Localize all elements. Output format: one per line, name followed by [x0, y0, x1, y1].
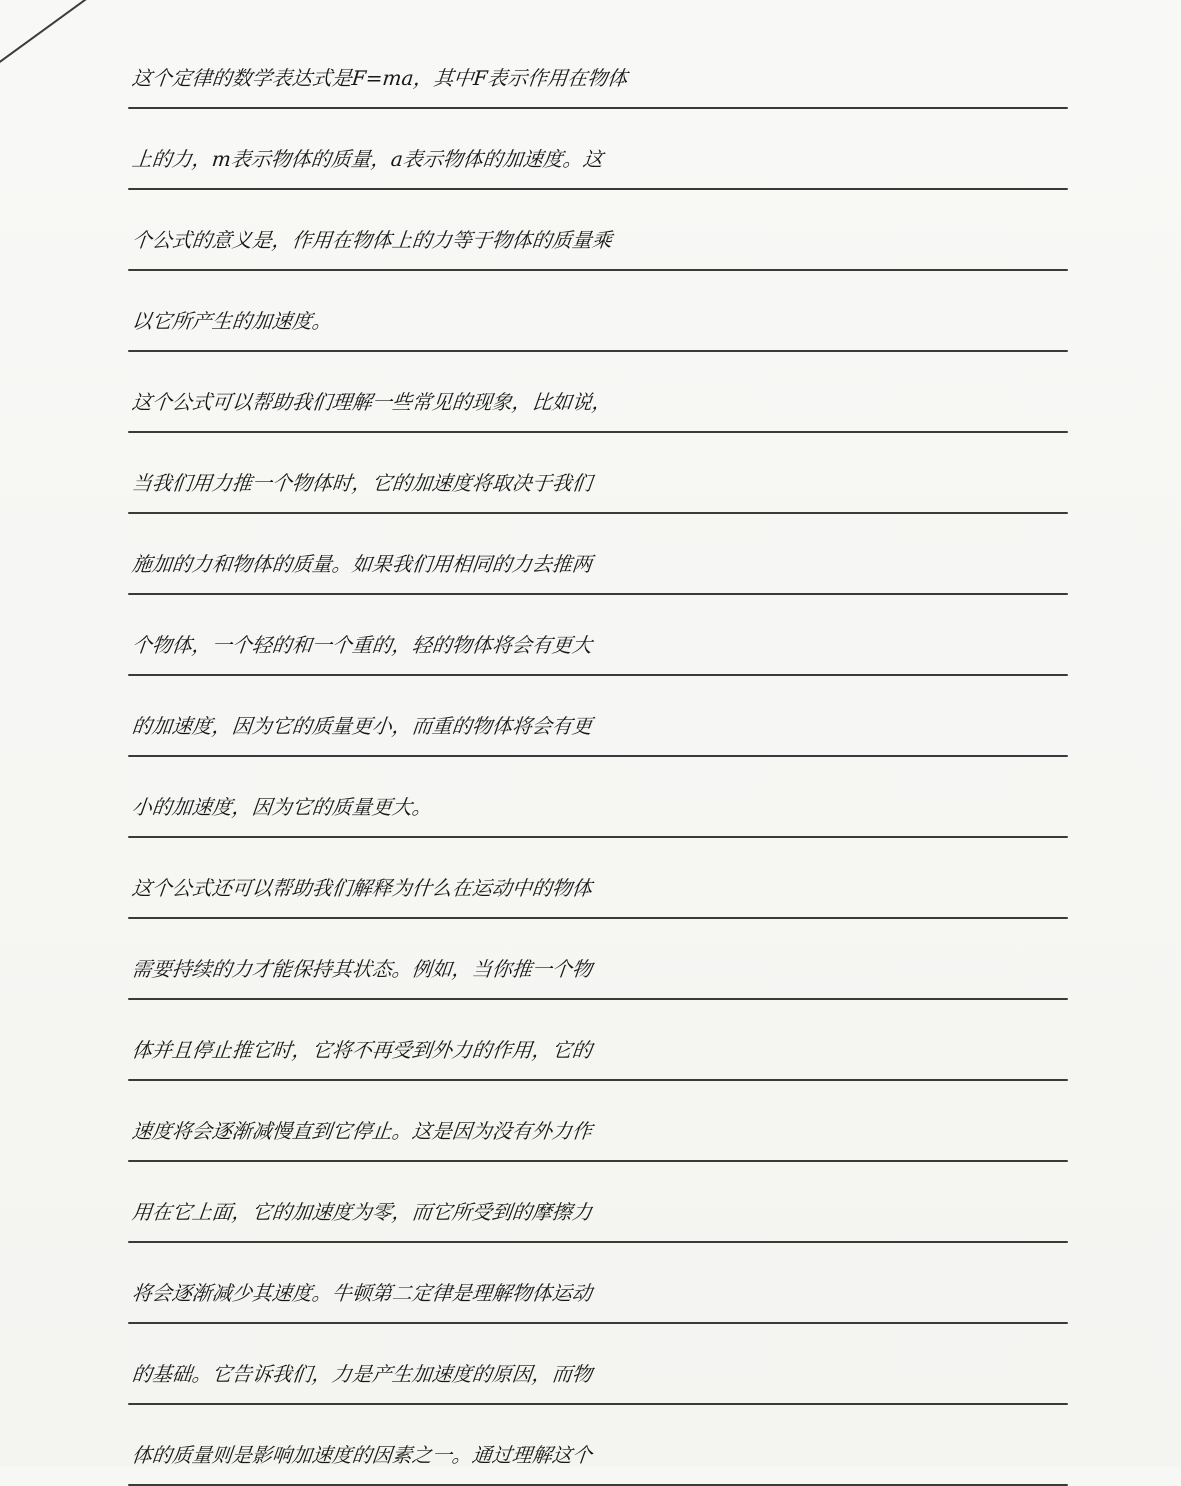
ruled-lines — [128, 28, 1068, 1486]
text-line — [128, 28, 1068, 109]
text-line — [128, 271, 1068, 352]
line-text: 体并且停止推它时，它将不再受到外力的作用，它的 — [130, 1038, 594, 1062]
line-text: 当我们用力推一个物体时，它的加速度将取决于我们 — [130, 471, 594, 495]
line-text: 这个公式还可以帮助我们解释为什么在运动中的物体 — [130, 876, 594, 900]
line-text: 需要持续的力才能保持其状态。例如，当你推一个物 — [130, 957, 594, 981]
line-text: 的加速度，因为它的质量更小，而重的物体将会有更 — [130, 714, 594, 738]
text-line — [128, 352, 1068, 433]
line-text: 速度将会逐渐减慢直到它停止。这是因为没有外力作 — [130, 1119, 594, 1143]
line-text: 个公式的意义是，作用在物体上的力等于物体的质量乘 — [130, 228, 614, 252]
text-line — [128, 919, 1068, 1000]
text-line — [128, 595, 1068, 676]
line-text: 上的力，m表示物体的质量，a表示物体的加速度。这 — [130, 147, 605, 171]
text-line — [128, 109, 1068, 190]
line-text: 的基础。它告诉我们，力是产生加速度的原因，而物 — [130, 1362, 594, 1386]
text-line — [128, 190, 1068, 271]
text-line — [128, 514, 1068, 595]
line-text: 个物体，一个轻的和一个重的，轻的物体将会有更大 — [130, 633, 594, 657]
line-text: 这个定律的数学表达式是F=ma，其中F表示作用在物体 — [130, 66, 629, 90]
corner-pencil-line — [0, 0, 119, 77]
line-text: 施加的力和物体的质量。如果我们用相同的力去推两 — [130, 552, 594, 576]
line-text: 这个公式可以帮助我们理解一些常见的现象，比如说， — [130, 390, 614, 414]
text-line — [128, 1162, 1068, 1243]
text-line — [128, 1324, 1068, 1405]
text-line — [128, 838, 1068, 919]
text-line — [128, 676, 1068, 757]
text-line — [128, 757, 1068, 838]
text-line — [128, 1081, 1068, 1162]
line-text: 小的加速度，因为它的质量更大。 — [130, 795, 434, 819]
text-line — [128, 433, 1068, 514]
line-text: 体的质量则是影响加速度的因素之一。通过理解这个 — [130, 1443, 594, 1467]
line-text: 以它所产生的加速度。 — [130, 309, 334, 333]
text-line — [128, 1405, 1068, 1486]
text-line — [128, 1243, 1068, 1324]
line-text: 用在它上面，它的加速度为零，而它所受到的摩擦力 — [130, 1200, 594, 1224]
line-text: 将会逐渐减少其速度。牛顿第二定律是理解物体运动 — [130, 1281, 594, 1305]
text-line — [128, 1000, 1068, 1081]
